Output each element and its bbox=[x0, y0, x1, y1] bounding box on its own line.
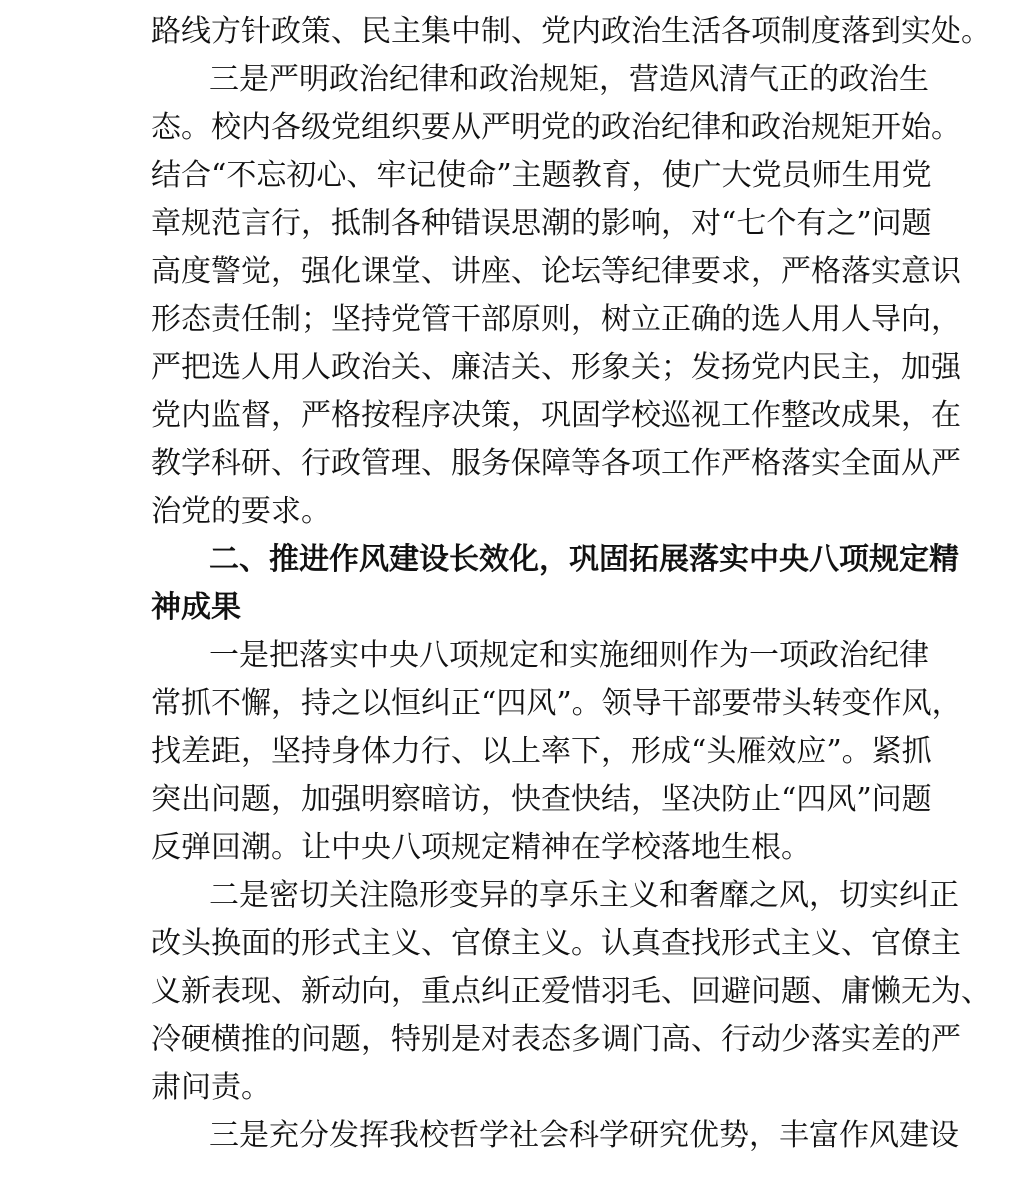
paragraph-first-line: 二是密切关注隐形变异的享乐主义和奢靡之风，切实纠正 bbox=[209, 878, 959, 913]
body-text-line: 改头换面的形式主义、官僚主义。认真查找形式主义、官僚主 bbox=[151, 926, 961, 961]
paragraph-first-line: 三是严明政治纪律和政治规矩，营造风清气正的政治生 bbox=[209, 62, 929, 97]
body-text-line: 冷硬横推的问题，特别是对表态多调门高、行动少落实差的严 bbox=[151, 1022, 961, 1057]
body-text-line: 严把选人用人政治关、廉洁关、形象关；发扬党内民主，加强 bbox=[151, 350, 961, 385]
section-heading-continuation: 神成果 bbox=[151, 590, 241, 625]
body-text-line: 高度警觉，强化课堂、讲座、论坛等纪律要求，严格落实意识 bbox=[151, 254, 961, 289]
body-text-line: 义新表现、新动向，重点纠正爱惜羽毛、回避问题、庸懒无为、 bbox=[151, 974, 991, 1009]
body-text-line: 路线方针政策、民主集中制、党内政治生活各项制度落到实处。 bbox=[151, 14, 991, 49]
body-text-line: 态。校内各级党组织要从严明党的政治纪律和政治规矩开始。 bbox=[151, 110, 961, 145]
body-text-line: 治党的要求。 bbox=[151, 494, 331, 529]
body-text-line: 结合“不忘初心、牢记使命”主题教育，使广大党员师生用党 bbox=[151, 158, 932, 193]
body-text-line: 党内监督，严格按程序决策，巩固学校巡视工作整改成果，在 bbox=[151, 398, 961, 433]
body-text-line: 找差距，坚持身体力行、以上率下，形成“头雁效应”。紧抓 bbox=[151, 734, 932, 769]
body-text-line: 形态责任制；坚持党管干部原则，树立正确的选人用人导向， bbox=[151, 302, 961, 337]
body-text-line: 突出问题，加强明察暗访，快查快结，坚决防止“四风”问题 bbox=[151, 782, 932, 817]
body-text-line: 常抓不懈，持之以恒纠正“四风”。领导干部要带头转变作风， bbox=[151, 686, 962, 721]
paragraph-first-line: 一是把落实中央八项规定和实施细则作为一项政治纪律 bbox=[209, 638, 929, 673]
body-text-line: 肃问责。 bbox=[151, 1070, 271, 1105]
body-text-line: 教学科研、行政管理、服务保障等各项工作严格落实全面从严 bbox=[151, 446, 961, 481]
paragraph-first-line: 三是充分发挥我校哲学社会科学研究优势，丰富作风建设 bbox=[209, 1118, 959, 1153]
body-text-line: 反弹回潮。让中央八项规定精神在学校落地生根。 bbox=[151, 830, 811, 865]
section-heading: 二、推进作风建设长效化，巩固拓展落实中央八项规定精 bbox=[209, 542, 959, 577]
body-text-line: 章规范言行，抵制各种错误思潮的影响，对“七个有之”问题 bbox=[151, 206, 932, 241]
